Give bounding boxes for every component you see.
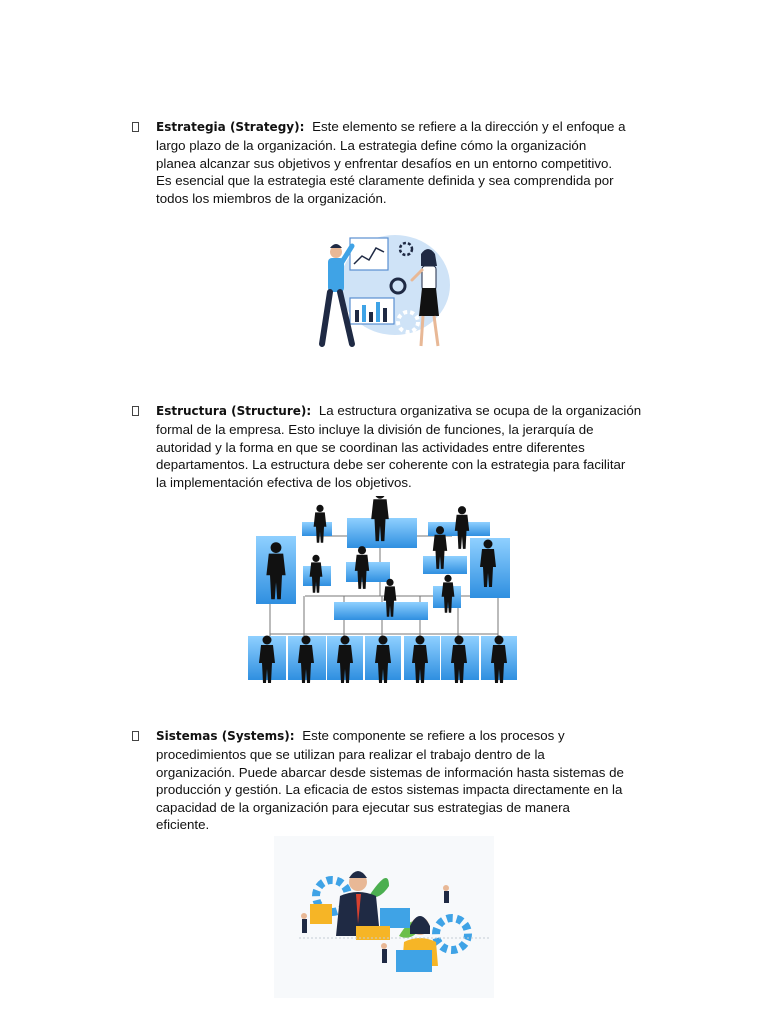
bullet-icon [132, 121, 156, 134]
section-strategy [132, 119, 662, 207]
bullet-icon [132, 730, 156, 743]
systems-term: Sistemas (Systems): [156, 729, 295, 743]
systems-line: capacidad de la organización para ejecutar sus estrategias de manera [156, 799, 570, 815]
strategy-illustration [310, 230, 455, 355]
strategy-body [132, 137, 662, 207]
systems-line: procedimientos que se utilizan para realizar el trabajo dentro de la [156, 747, 545, 762]
monitor-icon [380, 908, 410, 928]
structure-term: Estructura (Structure): [156, 404, 312, 418]
laptop-icon [396, 950, 432, 972]
systems-body [132, 746, 662, 834]
systems-heading-line [156, 728, 565, 743]
strategy-line: planea alcanzar sus objetivos y enfrentar desafíos en un entorno competitivo. [156, 155, 613, 171]
systems-first-text: Este componente se refiere a los procesos y [302, 728, 565, 743]
folder-icon [310, 904, 332, 924]
systems-illustration [274, 836, 494, 998]
structure-line: autoridad y la forma en que se coordinan las actividades entre diferentes [156, 439, 585, 455]
systems-first-line [132, 728, 662, 743]
strategy-line: todos los miembros de la organización. [156, 190, 387, 206]
structure-line: la implementación efectiva de los objetivos. [156, 474, 412, 490]
section-systems [132, 728, 662, 834]
structure-first-text: La estructura organizativa se ocupa de la organización [318, 403, 642, 418]
strategy-line: Es esencial que la estrategia esté claramente definida y sea comprendida por [156, 173, 614, 189]
chart-panel [350, 238, 388, 270]
systems-line: organización. Puede abarcar desde sistemas de información hasta sistemas de [156, 764, 624, 780]
org-box [423, 556, 467, 574]
strategy-line: largo plazo de la organización. La estrategia define cómo la organización [156, 138, 587, 153]
structure-body [132, 421, 662, 491]
bullet-icon [132, 405, 156, 418]
structure-first-line [132, 403, 662, 418]
structure-heading-line [156, 403, 641, 418]
strategy-first-line [132, 119, 662, 134]
systems-line: producción y gestión. La eficacia de estos sistemas impacta directamente en la [156, 782, 623, 798]
strategy-first-text: Este elemento se refiere a la dirección y el enfoque a [312, 119, 626, 134]
structure-line: departamentos. La estructura debe ser coherente con la estrategia para facilitar [156, 457, 626, 473]
org-box [334, 602, 428, 620]
structure-line: formal de la empresa. Esto incluye la división de funciones, la jerarquía de [156, 422, 594, 437]
strategy-heading-line [156, 119, 626, 134]
strategy-term: Estrategia (Strategy): [156, 120, 305, 134]
org-chart-illustration [230, 496, 535, 684]
systems-line: eficiente. [156, 817, 210, 833]
section-structure [132, 403, 662, 491]
